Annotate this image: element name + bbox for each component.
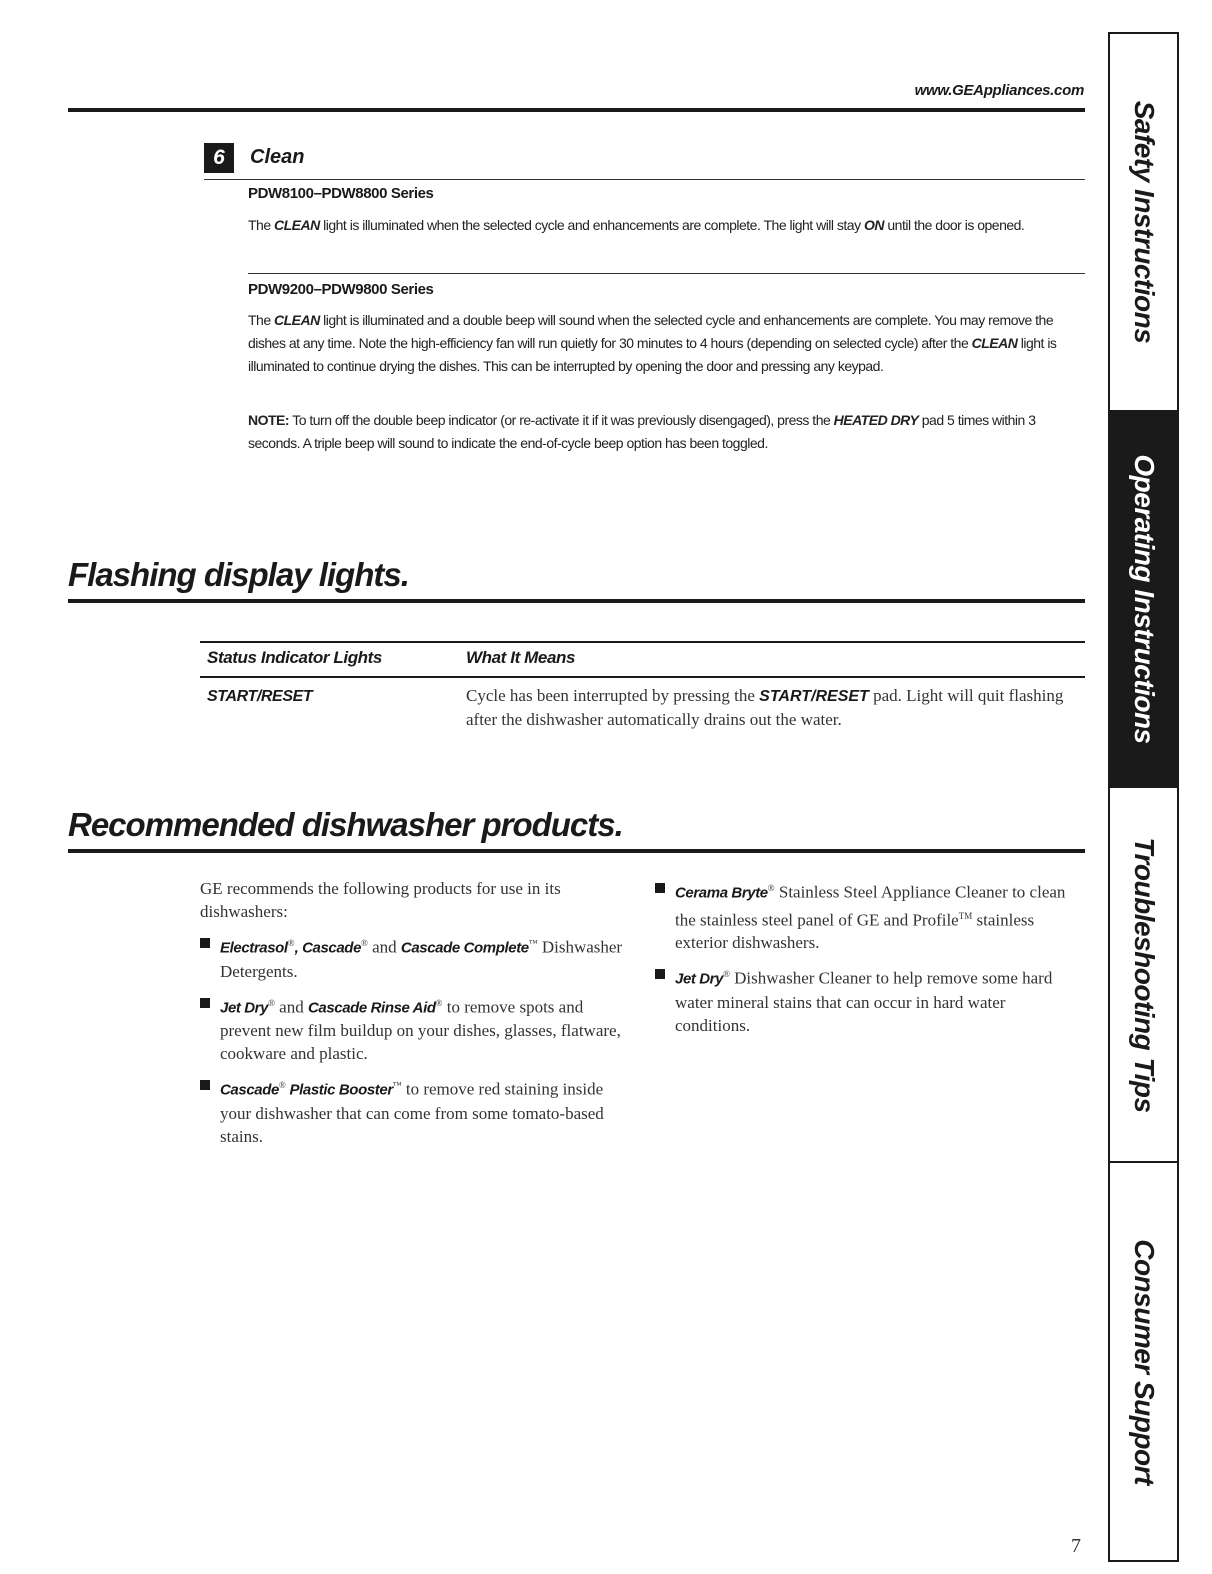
series-heading-b: PDW9200–PDW9800 Series (248, 281, 434, 298)
products-intro: GE recommends the following products for use in its dishwashers: (200, 879, 561, 921)
flashing-title: Flashing display lights. (68, 556, 409, 593)
tab-operating-instructions[interactable] (1110, 410, 1177, 788)
tab-label: Operating Instructions (1128, 454, 1160, 744)
tab-consumer-support[interactable] (1110, 1163, 1177, 1560)
table-header-status: Status Indicator Lights (207, 648, 382, 667)
tab-label: Troubleshooting Tips (1128, 837, 1160, 1113)
flashing-rule (68, 599, 1085, 603)
list-item: Cascade® Plastic Booster™ to remove red staining inside your dishwasher that can come from some tomato-based stains. (200, 1074, 625, 1148)
list-item: Electrasol®, Cascade® and Cascade Complete™ Dishwasher Detergents. (200, 932, 625, 983)
page-number: 7 (1071, 1535, 1081, 1557)
products-left-column (200, 877, 625, 1157)
list-item: Jet Dry® and Cascade Rinse Aid® to remove spots and prevent new film buildup on your dishes, glasses, flatware, cookware and plastic. (200, 992, 625, 1066)
bullet-square-icon (655, 969, 665, 979)
list-item: Cerama Bryte® Stainless Steel Appliance Cleaner to clean the stainless steel panel of GE and Profile™ stainless exterior dishwashers. (655, 877, 1075, 954)
table-row-value: Cycle has been interrupted by pressing the START/RESET pad. Light will quit flashing after the dishwasher automatically drains out the water. (466, 686, 1064, 729)
step-title: Clean (250, 146, 305, 168)
website-url: www.GEAppliances.com (914, 82, 1084, 99)
tab-troubleshooting-tips[interactable] (1110, 788, 1177, 1162)
tab-safety-instructions[interactable] (1110, 34, 1177, 410)
tab-label: Consumer Support (1128, 1238, 1160, 1485)
step-number-badge: 6 (204, 143, 234, 173)
tab-label: Safety Instructions (1128, 100, 1160, 344)
bullet-square-icon (200, 938, 210, 948)
section-tabs (1108, 32, 1179, 1562)
list-item: Jet Dry® Dishwasher Cleaner to help remove some hard water mineral stains that can occur in hard water conditions. (655, 963, 1075, 1037)
table-top-rule (200, 641, 1085, 643)
bullet-square-icon (655, 883, 665, 893)
products-title: Recommended dishwasher products. (68, 806, 623, 843)
series-heading-a: PDW8100–PDW8800 Series (248, 185, 434, 202)
table-row-key: START/RESET (207, 688, 313, 705)
step-rule (204, 179, 1085, 180)
table-header-means: What It Means (466, 648, 576, 667)
table-header-rule (200, 676, 1085, 678)
header-rule (68, 108, 1085, 112)
series-divider (248, 273, 1085, 274)
products-rule (68, 849, 1085, 853)
bullet-square-icon (200, 998, 210, 1008)
products-right-column (655, 877, 1075, 1046)
series-a-text: The CLEAN light is illuminated when the selected cycle and enhancements are complete. The light will stay ON until the door is opened. (248, 217, 1025, 233)
note-text: NOTE: To turn off the double beep indicator (or re-activate it if it was previously disengaged), press the HEATED DRY pad 5 times within 3 seconds. A triple beep will sound to indicate the end-of-cycle beep option has been toggled. (248, 412, 1036, 451)
bullet-square-icon (200, 1080, 210, 1090)
series-b-text: The CLEAN light is illuminated and a double beep will sound when the selected cycle and enhancements are complete. You may remove the dishes at any time. Note the high-efficiency fan will run quietly for 30 minutes to 4 hours (depending on selected cycle) after the CLEAN light is illuminated to continue drying the dishes. This can be interrupted by opening the door and pressing any keypad. (248, 312, 1057, 374)
